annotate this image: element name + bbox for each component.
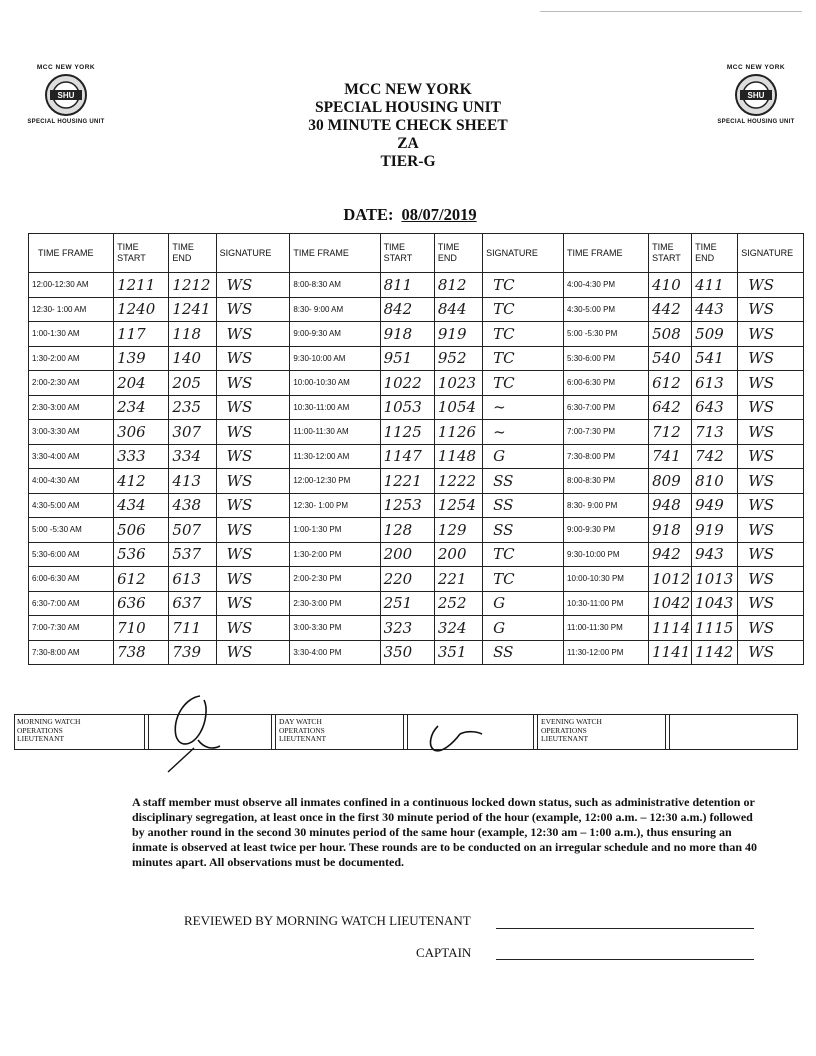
time-end-cell: 351: [434, 640, 482, 665]
time-end-cell: 507: [169, 518, 216, 543]
time-frame-cell: 9:30-10:00 PM: [564, 542, 649, 567]
divider: [533, 715, 534, 749]
time-start-cell: 710: [114, 616, 169, 641]
col-header-time-frame: TIME FRAME: [564, 234, 649, 273]
date-label: DATE:: [343, 205, 394, 224]
signature-cell: WS: [216, 640, 290, 665]
signature-cell: ~: [483, 395, 564, 420]
signature-cell: WS: [738, 591, 804, 616]
col-header-signature: SIGNATURE: [483, 234, 564, 273]
table-row: [29, 469, 804, 494]
divider: [403, 715, 404, 749]
time-start-cell: 251: [380, 591, 434, 616]
time-start-cell: 1211: [114, 273, 169, 298]
time-start-cell: 1221: [380, 469, 434, 494]
time-frame-cell: 2:00-2:30 AM: [29, 371, 114, 396]
evening-watch-label: [539, 715, 663, 749]
time-start-cell: 323: [380, 616, 434, 641]
time-frame-cell: 12:00-12:30 PM: [290, 469, 380, 494]
time-end-cell: 541: [692, 346, 738, 371]
table-row: [29, 493, 804, 518]
sheet-title: [250, 81, 566, 171]
time-start-cell: 809: [649, 469, 692, 494]
time-end-cell: 129: [434, 518, 482, 543]
time-start-cell: 220: [380, 567, 434, 592]
table-row: [29, 591, 804, 616]
time-start-cell: 918: [380, 322, 434, 347]
table-row: [29, 322, 804, 347]
time-end-cell: 1241: [169, 297, 216, 322]
time-start-cell: 508: [649, 322, 692, 347]
time-start-cell: 506: [114, 518, 169, 543]
signature-cell: WS: [216, 420, 290, 445]
time-frame-cell: 9:30-10:00 AM: [290, 346, 380, 371]
time-start-cell: 1012: [649, 567, 692, 592]
signature-cell: TC: [483, 297, 564, 322]
evening-watch-text: EVENING WATCH OPERATIONS LIEUTENANT: [541, 717, 602, 743]
time-start-cell: 1053: [380, 395, 434, 420]
time-frame-cell: 4:00-4:30 AM: [29, 469, 114, 494]
signature-cell: WS: [216, 346, 290, 371]
time-end-cell: 643: [692, 395, 738, 420]
time-start-cell: 1141: [649, 640, 692, 665]
time-end-cell: 711: [169, 616, 216, 641]
table-row: [29, 346, 804, 371]
time-end-cell: 919: [434, 322, 482, 347]
time-start-cell: 200: [380, 542, 434, 567]
title-line: SPECIAL HOUSING UNIT: [314, 99, 502, 116]
time-frame-cell: 11:30-12:00 AM: [290, 444, 380, 469]
divider: [144, 715, 145, 749]
time-end-cell: 1254: [434, 493, 482, 518]
time-frame-cell: 8:30- 9:00 AM: [290, 297, 380, 322]
time-frame-cell: 7:00-7:30 AM: [29, 616, 114, 641]
shu-seal-icon: [44, 73, 88, 117]
signature-cell: WS: [738, 297, 804, 322]
time-end-cell: 943: [692, 542, 738, 567]
morning-watch-text: MORNING WATCH OPERATIONS LIEUTENANT: [17, 717, 81, 743]
morning-signature-mark: [160, 688, 240, 778]
signature-cell: WS: [216, 444, 290, 469]
time-frame-cell: 3:30-4:00 AM: [29, 444, 114, 469]
table-row: [29, 640, 804, 665]
signature-cell: WS: [738, 346, 804, 371]
col-header-time-end: TIME END: [169, 234, 216, 273]
time-end-cell: 537: [169, 542, 216, 567]
time-frame-cell: 6:30-7:00 AM: [29, 591, 114, 616]
time-start-cell: 741: [649, 444, 692, 469]
time-end-cell: 1142: [692, 640, 738, 665]
time-frame-cell: 5:30-6:00 AM: [29, 542, 114, 567]
time-start-cell: 1253: [380, 493, 434, 518]
time-frame-cell: 10:00-10:30 AM: [290, 371, 380, 396]
signature-cell: WS: [216, 322, 290, 347]
signature-cell: WS: [738, 371, 804, 396]
divider: [271, 715, 272, 749]
table-row: [29, 395, 804, 420]
time-frame-cell: 9:00-9:30 AM: [290, 322, 380, 347]
table-row: [29, 616, 804, 641]
time-start-cell: 738: [114, 640, 169, 665]
time-start-cell: 128: [380, 518, 434, 543]
col-header-time-start: TIME START: [649, 234, 692, 273]
signature-cell: WS: [216, 591, 290, 616]
time-end-cell: 1212: [169, 273, 216, 298]
time-start-cell: 1240: [114, 297, 169, 322]
time-start-cell: 942: [649, 542, 692, 567]
signature-cell: TC: [483, 371, 564, 396]
time-frame-cell: 8:30- 9:00 PM: [564, 493, 649, 518]
time-end-cell: 235: [169, 395, 216, 420]
time-end-cell: 1043: [692, 591, 738, 616]
time-start-cell: 434: [114, 493, 169, 518]
check-table: [28, 233, 804, 665]
time-frame-cell: 5:00 -5:30 AM: [29, 518, 114, 543]
time-end-cell: 413: [169, 469, 216, 494]
time-frame-cell: 6:00-6:30 AM: [29, 567, 114, 592]
signature-cell: WS: [738, 444, 804, 469]
signature-cell: WS: [216, 469, 290, 494]
signature-cell: SS: [483, 518, 564, 543]
svg-text:SHU: SHU: [747, 91, 765, 100]
time-end-cell: 411: [692, 273, 738, 298]
signature-cell: WS: [216, 273, 290, 298]
time-frame-cell: 10:00-10:30 PM: [564, 567, 649, 592]
logo-right-top-text: MCC NEW YORK: [726, 64, 786, 71]
table-row: [29, 518, 804, 543]
title-line: TIER-G: [380, 153, 436, 170]
time-frame-cell: 7:30-8:00 PM: [564, 444, 649, 469]
col-header-signature: SIGNATURE: [216, 234, 290, 273]
signature-cell: WS: [738, 493, 804, 518]
time-start-cell: 350: [380, 640, 434, 665]
time-end-cell: 221: [434, 567, 482, 592]
signature-cell: WS: [738, 542, 804, 567]
table-row: [29, 273, 804, 298]
time-frame-cell: 8:00-8:30 PM: [564, 469, 649, 494]
time-end-cell: 742: [692, 444, 738, 469]
divider: [665, 715, 666, 749]
time-start-cell: 306: [114, 420, 169, 445]
logo-left-top-text: MCC NEW YORK: [36, 64, 96, 71]
time-frame-cell: 12:30- 1:00 AM: [29, 297, 114, 322]
time-frame-cell: 2:30-3:00 PM: [290, 591, 380, 616]
signature-cell: WS: [738, 322, 804, 347]
signature-cell: G: [483, 591, 564, 616]
divider: [537, 715, 538, 749]
title-line: ZA: [397, 135, 419, 152]
time-start-cell: 948: [649, 493, 692, 518]
time-end-cell: 334: [169, 444, 216, 469]
time-start-cell: 642: [649, 395, 692, 420]
signature-cell: WS: [216, 395, 290, 420]
watch-signature-strip: [14, 714, 798, 750]
date-line: [290, 205, 530, 225]
time-start-cell: 612: [114, 567, 169, 592]
time-end-cell: 613: [169, 567, 216, 592]
reviewed-signature-line[interactable]: [496, 928, 754, 929]
time-start-cell: 1022: [380, 371, 434, 396]
time-start-cell: 612: [649, 371, 692, 396]
signature-cell: WS: [216, 616, 290, 641]
time-frame-cell: 11:30-12:00 PM: [564, 640, 649, 665]
captain-label: CAPTAIN: [416, 945, 472, 960]
time-start-cell: 536: [114, 542, 169, 567]
morning-watch-label: [15, 715, 143, 749]
time-frame-cell: 12:30- 1:00 PM: [290, 493, 380, 518]
divider: [275, 715, 276, 749]
signature-cell: WS: [738, 420, 804, 445]
time-frame-cell: 7:00-7:30 PM: [564, 420, 649, 445]
signature-cell: ~: [483, 420, 564, 445]
signature-cell: WS: [216, 297, 290, 322]
col-header-time-end: TIME END: [692, 234, 738, 273]
time-end-cell: 810: [692, 469, 738, 494]
time-end-cell: 1222: [434, 469, 482, 494]
signature-cell: WS: [738, 616, 804, 641]
time-start-cell: 117: [114, 322, 169, 347]
col-header-time-frame: TIME FRAME: [290, 234, 380, 273]
logo-left-bottom-text: SPECIAL HOUSING UNIT: [27, 119, 105, 125]
time-start-cell: 1114: [649, 616, 692, 641]
time-start-cell: 204: [114, 371, 169, 396]
time-frame-cell: 5:00 -5:30 PM: [564, 322, 649, 347]
time-end-cell: 307: [169, 420, 216, 445]
col-header-time-end: TIME END: [434, 234, 482, 273]
captain-signature-line[interactable]: [496, 959, 754, 960]
time-frame-cell: 7:30-8:00 AM: [29, 640, 114, 665]
time-frame-cell: 3:30-4:00 PM: [290, 640, 380, 665]
time-end-cell: 739: [169, 640, 216, 665]
time-end-cell: 1115: [692, 616, 738, 641]
time-frame-cell: 3:00-3:30 PM: [290, 616, 380, 641]
time-frame-cell: 4:30-5:00 PM: [564, 297, 649, 322]
col-header-signature: SIGNATURE: [738, 234, 804, 273]
signature-cell: WS: [738, 395, 804, 420]
signature-cell: WS: [216, 493, 290, 518]
signature-cell: SS: [483, 493, 564, 518]
time-end-cell: 1148: [434, 444, 482, 469]
time-end-cell: 1054: [434, 395, 482, 420]
divider: [148, 715, 149, 749]
time-start-cell: 410: [649, 273, 692, 298]
signature-cell: WS: [216, 371, 290, 396]
table-row: [29, 297, 804, 322]
time-start-cell: 442: [649, 297, 692, 322]
time-frame-cell: 6:00-6:30 PM: [564, 371, 649, 396]
reviewed-label: REVIEWED BY MORNING WATCH LIEUTENANT: [184, 913, 471, 928]
time-start-cell: 234: [114, 395, 169, 420]
table-row: [29, 542, 804, 567]
table-row: [29, 420, 804, 445]
time-end-cell: 949: [692, 493, 738, 518]
time-frame-cell: 2:30-3:00 AM: [29, 395, 114, 420]
table-header-row: [29, 234, 804, 273]
time-start-cell: 842: [380, 297, 434, 322]
table-row: [29, 567, 804, 592]
time-frame-cell: 12:00-12:30 AM: [29, 273, 114, 298]
date-value: 08/07/2019: [401, 205, 477, 224]
time-end-cell: 200: [434, 542, 482, 567]
title-line: MCC NEW YORK: [344, 81, 472, 98]
time-start-cell: 918: [649, 518, 692, 543]
time-frame-cell: 4:30-5:00 AM: [29, 493, 114, 518]
signature-cell: TC: [483, 322, 564, 347]
time-end-cell: 713: [692, 420, 738, 445]
title-line: 30 MINUTE CHECK SHEET: [308, 117, 508, 134]
time-start-cell: 1147: [380, 444, 434, 469]
time-end-cell: 1126: [434, 420, 482, 445]
time-end-cell: 1023: [434, 371, 482, 396]
time-frame-cell: 10:30-11:00 PM: [564, 591, 649, 616]
signature-cell: WS: [738, 518, 804, 543]
table-row: [29, 444, 804, 469]
logo-right: [708, 64, 804, 125]
time-end-cell: 252: [434, 591, 482, 616]
svg-text:SHU: SHU: [57, 91, 75, 100]
time-frame-cell: 11:00-11:30 PM: [564, 616, 649, 641]
time-frame-cell: 6:30-7:00 PM: [564, 395, 649, 420]
time-start-cell: 811: [380, 273, 434, 298]
time-end-cell: 844: [434, 297, 482, 322]
day-watch-label: [277, 715, 397, 749]
time-end-cell: 812: [434, 273, 482, 298]
time-end-cell: 613: [692, 371, 738, 396]
time-start-cell: 1042: [649, 591, 692, 616]
logo-right-bottom-text: SPECIAL HOUSING UNIT: [717, 119, 795, 125]
signature-cell: TC: [483, 346, 564, 371]
time-start-cell: 951: [380, 346, 434, 371]
time-frame-cell: 1:30-2:00 PM: [290, 542, 380, 567]
signature-cell: TC: [483, 567, 564, 592]
time-end-cell: 637: [169, 591, 216, 616]
col-header-time-start: TIME START: [380, 234, 434, 273]
signature-cell: TC: [483, 273, 564, 298]
signature-cell: SS: [483, 469, 564, 494]
time-start-cell: 712: [649, 420, 692, 445]
signature-cell: WS: [216, 518, 290, 543]
signature-cell: WS: [738, 567, 804, 592]
time-frame-cell: 5:30-6:00 PM: [564, 346, 649, 371]
top-rule: [540, 11, 802, 12]
time-end-cell: 140: [169, 346, 216, 371]
time-start-cell: 540: [649, 346, 692, 371]
time-frame-cell: 4:00-4:30 PM: [564, 273, 649, 298]
time-end-cell: 118: [169, 322, 216, 347]
col-header-time-start: TIME START: [114, 234, 169, 273]
time-end-cell: 438: [169, 493, 216, 518]
time-start-cell: 412: [114, 469, 169, 494]
time-end-cell: 919: [692, 518, 738, 543]
time-start-cell: 636: [114, 591, 169, 616]
time-end-cell: 205: [169, 371, 216, 396]
time-end-cell: 509: [692, 322, 738, 347]
time-frame-cell: 1:00-1:30 AM: [29, 322, 114, 347]
signature-cell: WS: [216, 567, 290, 592]
time-frame-cell: 8:00-8:30 AM: [290, 273, 380, 298]
signature-cell: TC: [483, 542, 564, 567]
signature-cell: WS: [738, 273, 804, 298]
time-frame-cell: 2:00-2:30 PM: [290, 567, 380, 592]
col-header-time-frame: TIME FRAME: [29, 234, 114, 273]
signature-cell: WS: [216, 542, 290, 567]
time-start-cell: 1125: [380, 420, 434, 445]
signature-cell: WS: [738, 640, 804, 665]
time-end-cell: 324: [434, 616, 482, 641]
time-frame-cell: 9:00-9:30 PM: [564, 518, 649, 543]
time-start-cell: 333: [114, 444, 169, 469]
table-row: [29, 371, 804, 396]
signature-cell: G: [483, 444, 564, 469]
time-frame-cell: 1:00-1:30 PM: [290, 518, 380, 543]
time-end-cell: 952: [434, 346, 482, 371]
time-frame-cell: 3:00-3:30 AM: [29, 420, 114, 445]
logo-left: [18, 64, 114, 125]
day-signature-mark: [420, 720, 490, 760]
time-end-cell: 443: [692, 297, 738, 322]
signature-cell: G: [483, 616, 564, 641]
divider: [407, 715, 408, 749]
shu-seal-icon: [734, 73, 778, 117]
divider: [669, 715, 670, 749]
time-end-cell: 1013: [692, 567, 738, 592]
time-start-cell: 139: [114, 346, 169, 371]
day-watch-text: DAY WATCH OPERATIONS LIEUTENANT: [279, 717, 327, 743]
signature-cell: SS: [483, 640, 564, 665]
signature-cell: WS: [738, 469, 804, 494]
policy-paragraph: A staff member must observe all inmates confined in a continuous locked down status, such as administrative detention or disciplinary segregation, at least once in the first 30 minute period of the hour (example, 12:00 a.m. – 12:30 a.m.) followed by another round in the second 30 minutes period of the same hour (example, 12:30 am – 1:00 a.m.), thus ensuring an inmate is observed at least twice per hour. These rounds are to be conducted on an irregular schedule and no more than 40 minutes apart. All observations must be documented.: [132, 795, 758, 869]
time-frame-cell: 11:00-11:30 AM: [290, 420, 380, 445]
time-frame-cell: 10:30-11:00 AM: [290, 395, 380, 420]
time-frame-cell: 1:30-2:00 AM: [29, 346, 114, 371]
